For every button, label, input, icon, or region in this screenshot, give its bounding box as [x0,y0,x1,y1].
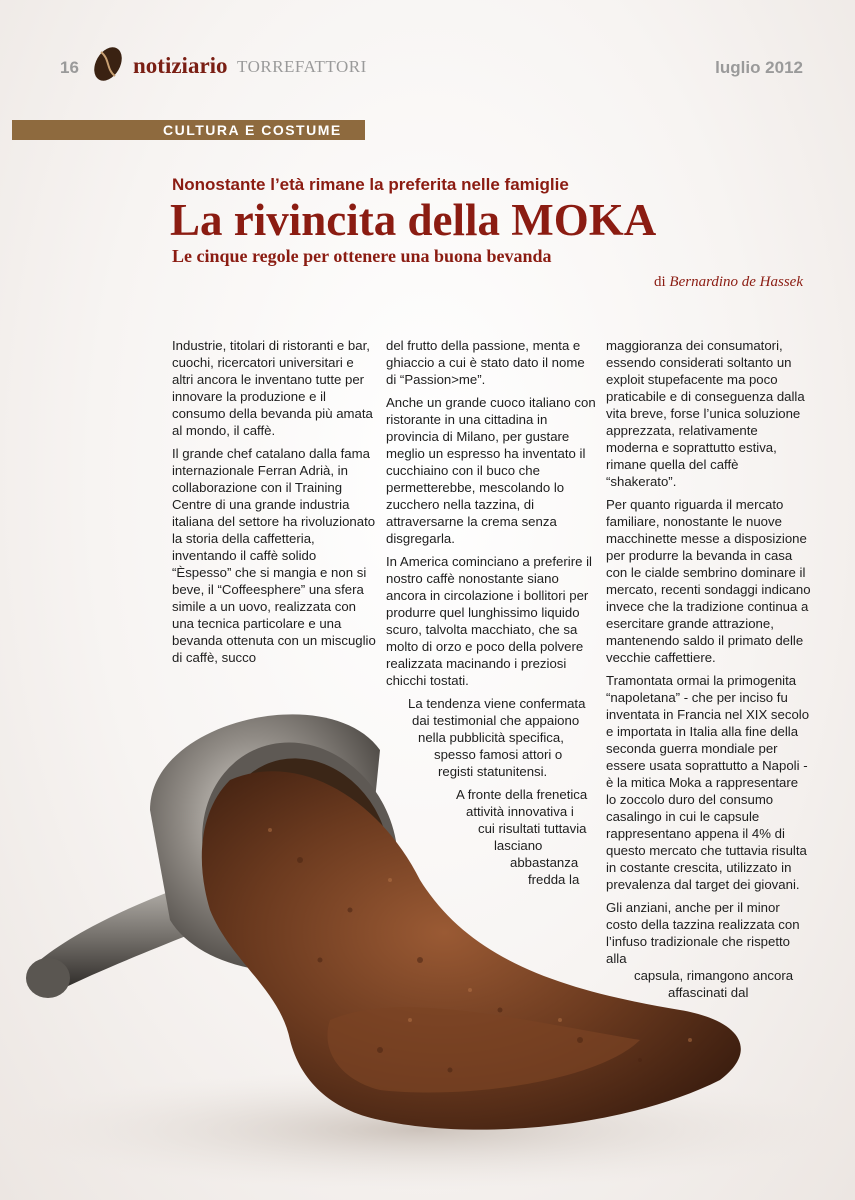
issue-date: luglio 2012 [715,58,803,77]
article-column-2 [386,337,596,888]
section-label: CULTURA E COSTUME [163,122,342,138]
paragraph: maggioranza dei consumatori, essendo considerati soltanto un exploit stupefacente ma poco praticabile e di conseguenza dalla vita breve, forse l’unica soluzione apprezzata, relativamente moderna e soprattutto estiva, rimane quella del caffè “shakerato”. [606,338,805,489]
text-line: registi statunitensi. [438,764,548,779]
text-line: affascinati dal [668,985,749,1000]
magazine-name: notiziario [133,53,228,78]
coffee-bean-icon [88,44,128,84]
stepped-paragraph [606,967,811,1001]
magazine-subtitle: TORREFATTORI [237,57,367,76]
stepped-paragraph [386,695,596,888]
article-kicker: Nonostante l’età rimane la preferita nelle famiglie [172,175,569,194]
text-line: abbastanza [510,855,579,870]
article-column-1 [172,337,377,672]
text-line: nella pubblicità specifica, [418,730,564,745]
text-line: A fronte della frenetica [456,787,588,802]
article-column-3 [606,337,811,1001]
text-line: lasciano [494,838,543,853]
text-line: spesso famosi attori o [434,747,563,762]
text-line: capsula, rimangono ancora [634,968,794,983]
paragraph: Industrie, titolari di ristoranti e bar, cuochi, ricercatori universitari e altri ancora le inventano tutte per innovare la produzione e il consumo della bevanda più amata al mondo, il caffè. [172,338,373,438]
article-subtitle: Le cinque regole per ottenere una buona bevanda [172,246,552,266]
text-line: cui risultati tuttavia [478,821,587,836]
text-line: dai testimonial che appaiono [412,713,580,728]
page-number: 16 [60,58,79,77]
text-line: fredda la [528,872,580,887]
article-title: La rivincita della MOKA [170,195,657,245]
paragraph: Il grande chef catalano dalla fama internazionale Ferran Adrià, in collaborazione con il Training Centre di una grande industria italiana del settore ha rivoluzionato la storia della caffetteria, inventando il caffè solido “Èspesso” che si mangia e non si beve, il “Coffeesphere” una sfera simile a un uovo, realizzata con una tecnica particolare e una bevanda ottenuta con un miscuglio di caffè, succo [172,446,376,665]
text-line: La tendenza viene confermata [408,696,586,711]
byline-author: Bernardino de Hassek [669,274,803,290]
paragraph: In America cominciano a preferire il nostro caffè nonostante siano ancora in circolazione i bollitori per produrre quel lunghissimo liquido scuro, talvolta macchiato, che sa molto di orzo e poco della polvere realizzata macinando i preziosi chicchi tostati. [386,554,592,688]
byline [654,274,803,291]
paragraph: Tramontata ormai la primogenita “napoletana” - che per inciso fu inventata in Francia nel XIX secolo e importata in Italia alla fine della seconda guerra mondiale per essere usata soprattutto a Napoli - è la mitica Moka a rappresentare lo zoccolo duro del consumo casalingo in cui le capsule rappresentano appena il 4% di questo mercato che tuttavia risulta in costante crescita, utilizzato in prevalenza dal target dei giovani. [606,673,810,892]
text-line: attività innovativa i [466,804,574,819]
paragraph: del frutto della passione, menta e ghiaccio a cui è stato dato il nome di “Passion>me”. [386,338,585,387]
paragraph: Per quanto riguarda il mercato familiare, nonostante le nuove macchinette messe a disposizione per produrre la bevanda in casa con le cialde sembrino dominare il mercato, recenti sondaggi indicano invece che la tradizione continua a esercitare grande attrazione, mantenendo saldo il primato delle vecchie caffettiere. [606,497,811,665]
paragraph: Anche un grande cuoco italiano con ristorante in una cittadina in provincia di Milano, per gustare meglio un espresso ha inventato il cucchiaino con il buco che permetterebbe, mescolando lo zucchero nella tazzina, di attraversarne la crema senza disgregarla. [386,395,596,546]
byline-prefix: di [653,274,666,290]
paragraph: Gli anziani, anche per il minor costo della tazzina realizzata con l’infuso tradizionale che rispetto alla [606,900,800,966]
